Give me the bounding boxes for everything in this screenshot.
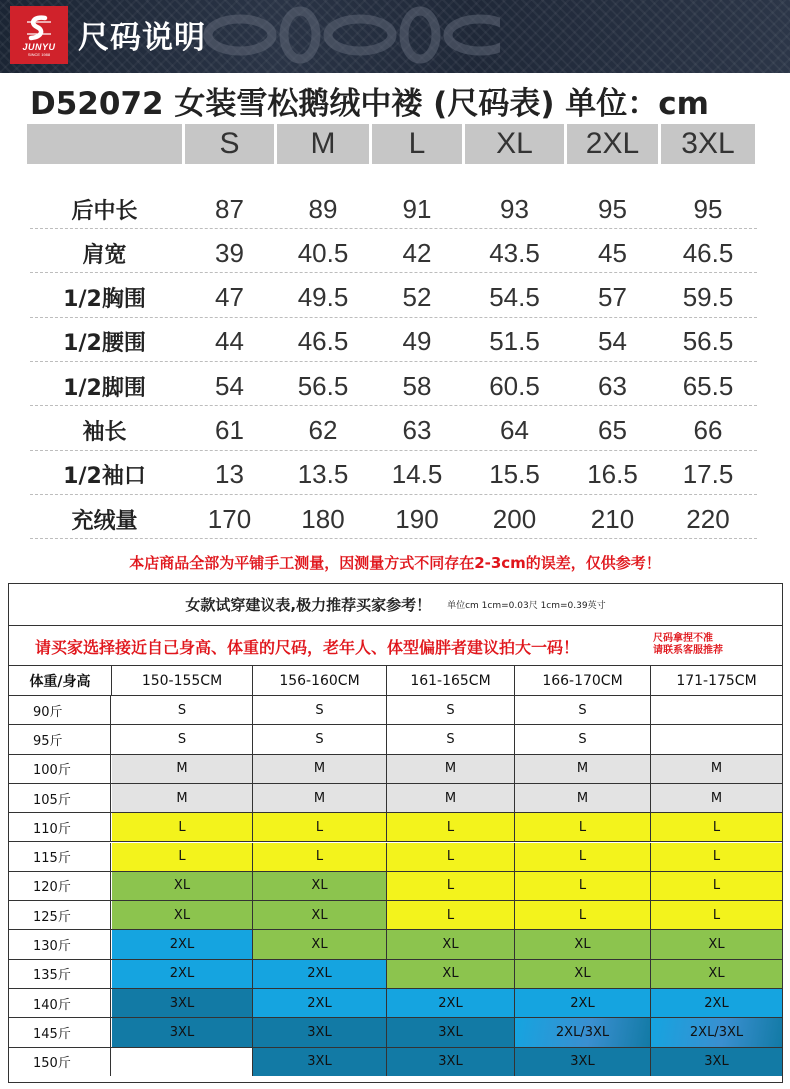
size-recommendation-cell: XL — [253, 901, 387, 929]
measurement-value: 52 — [402, 282, 432, 313]
measurement-value: 47 — [215, 282, 244, 313]
size-recommendation-cell: 2XL — [253, 960, 387, 988]
corner-header: 体重/身高 — [9, 666, 112, 695]
measurement-value: 54.5 — [489, 282, 540, 313]
measurement-value: 63 — [402, 415, 432, 445]
size-recommendation-cell: L — [253, 813, 387, 841]
recommendation-row — [9, 901, 782, 930]
weight-label: 115斤 — [9, 843, 111, 871]
advice-contact-line1: 尺码拿捏不准 — [653, 633, 713, 644]
size-recommendation-cell: S — [515, 725, 651, 753]
weight-label: 105斤 — [9, 784, 111, 812]
weight-label: 145斤 — [9, 1018, 111, 1046]
height-header-cell: 161-165CM — [387, 666, 515, 695]
weight-label: 140斤 — [9, 989, 111, 1017]
size-header-cell: 2XL — [567, 124, 658, 164]
size-header-blank — [27, 124, 182, 164]
measurement-value: 61 — [215, 415, 244, 445]
recommendation-row — [9, 960, 782, 989]
measurement-label: 1/2胸围 — [63, 287, 146, 313]
measurement-value: 16.5 — [587, 459, 638, 490]
size-recommendation-cell: XL — [253, 872, 387, 900]
size-recommendation-cell — [651, 696, 782, 724]
measurement-value: 210 — [590, 503, 635, 534]
size-recommendation-cell: M — [253, 755, 387, 783]
size-recommendation-cell: L — [515, 872, 651, 900]
size-recommendation-cell: 3XL — [112, 1018, 253, 1046]
size-recommendation-cell: S — [253, 725, 387, 753]
size-recommendation-cell: 3XL — [253, 1048, 387, 1076]
weight-label: 135斤 — [9, 960, 111, 988]
size-header-cell: XL — [465, 124, 564, 164]
size-recommendation-cell: 2XL — [253, 989, 387, 1017]
size-recommendation-cell: XL — [651, 960, 782, 988]
measurement-value: 190 — [395, 503, 439, 534]
measurement-value: 91 — [402, 193, 432, 224]
size-recommendation-cell: L — [387, 813, 515, 841]
size-recommendation-cell: L — [651, 843, 782, 871]
row-divider — [30, 228, 757, 229]
size-recommendation-cell: XL — [515, 930, 651, 958]
size-recommendation-cell: L — [651, 813, 782, 841]
measurement-value: 14.5 — [391, 459, 443, 490]
size-recommendation-cell: 2XL — [651, 989, 782, 1017]
height-header-row — [9, 666, 782, 696]
measurement-value: 58 — [402, 370, 432, 401]
advice-contact — [653, 633, 723, 657]
size-recommendation-cell: L — [253, 843, 387, 871]
size-recommendation-cell: 3XL — [253, 1018, 387, 1046]
size-header-cell: 3XL — [661, 124, 755, 164]
size-recommendation-cell: XL — [387, 930, 515, 958]
measurement-value: 93 — [500, 193, 529, 224]
size-recommendation-cell: L — [387, 901, 515, 929]
measurement-row — [27, 189, 757, 229]
size-recommendation-cell: 2XL — [387, 989, 515, 1017]
measurement-value: 42 — [402, 237, 432, 268]
size-recommendation-cell: L — [515, 901, 651, 929]
measurement-note: 本店商品全部为平铺手工测量，因测量方式不同存在2-3cm的误差，仅供参考！ — [129, 554, 661, 572]
recommendation-row — [9, 930, 782, 959]
brand-logo-icon — [24, 14, 54, 42]
size-recommendation-cell: M — [387, 784, 515, 812]
size-header-cell: S — [185, 124, 274, 164]
recommendation-row — [9, 872, 782, 901]
page-title: D52072 女装雪松鹅绒中褛 (尺码表) 单位：cm — [30, 86, 709, 122]
measurement-value: 60.5 — [489, 370, 540, 401]
size-recommendation-cell: XL — [515, 960, 651, 988]
measurement-value: 43.5 — [489, 237, 540, 268]
recommendation-row — [9, 784, 782, 813]
measurement-value: 66 — [693, 415, 723, 445]
measurement-value: 57 — [598, 282, 627, 313]
size-recommendation-cell — [112, 1048, 253, 1076]
size-recommendation-cell: 2XL — [112, 960, 253, 988]
measurement-value: 49 — [402, 326, 432, 357]
height-header-cell: 171-175CM — [676, 672, 757, 689]
size-header-row — [27, 124, 757, 164]
measurement-value: 170 — [207, 503, 252, 534]
measurement-value: 63 — [598, 370, 627, 401]
measurement-value: 65.5 — [682, 370, 734, 401]
measurement-value: 95 — [693, 193, 723, 224]
size-recommendation-cell: M — [112, 755, 253, 783]
size-recommendation-cell: XL — [112, 872, 253, 900]
row-divider — [30, 450, 757, 451]
recommendation-row — [9, 813, 782, 842]
size-recommendation-cell: S — [387, 696, 515, 724]
size-recommendation-cell: S — [253, 696, 387, 724]
measurement-value: 54 — [215, 370, 244, 401]
size-recommendation-cell: L — [515, 843, 651, 871]
size-header-cell: L — [372, 124, 462, 164]
row-divider — [30, 317, 757, 318]
header-banner — [0, 0, 790, 73]
measurement-value: 59.5 — [682, 282, 734, 313]
recommendation-row — [9, 1018, 782, 1047]
row-divider — [30, 405, 757, 406]
weight-label: 110斤 — [9, 813, 111, 841]
row-divider — [30, 361, 757, 362]
size-recommendation-cell: 2XL/3XL — [515, 1018, 651, 1046]
measurement-label: 1/2脚围 — [63, 375, 146, 401]
row-divider — [30, 538, 757, 539]
measurement-label: 充绒量 — [71, 508, 138, 534]
size-recommendation-cell: 2XL — [112, 930, 253, 958]
measurement-value: 180 — [301, 503, 345, 534]
size-recommendation-cell: L — [651, 901, 782, 929]
recommendation-row — [9, 725, 782, 754]
row-divider — [30, 272, 757, 273]
size-recommendation-cell — [651, 725, 782, 753]
chain-decoration-icon — [200, 5, 500, 65]
size-recommendation-cell: M — [651, 784, 782, 812]
weight-label: 100斤 — [9, 755, 111, 783]
weight-label: 95斤 — [9, 725, 111, 753]
size-recommendation-cell: S — [515, 696, 651, 724]
measurement-value: 200 — [492, 503, 537, 534]
measurement-value: 17.5 — [682, 459, 734, 490]
size-recommendation-cell: XL — [387, 960, 515, 988]
row-divider — [30, 494, 757, 495]
weight-label: 120斤 — [9, 872, 111, 900]
size-recommendation-cell: L — [387, 872, 515, 900]
size-recommendation-cell: 2XL/3XL — [651, 1018, 782, 1046]
recommendation-title: 女款试穿建议表,极力推荐买家参考！ — [185, 596, 432, 614]
measurement-value: 89 — [308, 193, 338, 224]
size-recommendation-cell: 3XL — [387, 1048, 515, 1076]
size-recommendation-cell: M — [651, 755, 782, 783]
recommendation-table — [8, 583, 783, 1083]
size-recommendation-cell: L — [112, 843, 253, 871]
measurement-value: 54 — [598, 326, 627, 357]
banner-title: 尺码说明 — [78, 20, 206, 56]
measurement-row — [27, 366, 757, 406]
measurement-value: 46.5 — [297, 326, 349, 357]
size-recommendation-cell: M — [515, 755, 651, 783]
size-recommendation-cell: 3XL — [651, 1048, 782, 1076]
measurement-value: 49.5 — [297, 282, 349, 313]
measurement-value: 45 — [598, 237, 627, 268]
measurement-label: 后中长 — [71, 198, 138, 224]
measurement-row — [27, 411, 757, 451]
measurement-label: 1/2袖口 — [63, 464, 146, 490]
measurement-row — [27, 499, 757, 539]
size-recommendation-cell: L — [387, 843, 515, 871]
measurement-value: 95 — [598, 193, 627, 224]
advice-contact-line2: 请联系客服推荐 — [653, 645, 723, 656]
advice-text: 请买家选择接近自己身高、体重的尺码，老年人、体型偏胖者建议拍大一码！ — [35, 638, 580, 657]
recommendation-row — [9, 843, 782, 872]
size-recommendation-cell: XL — [112, 901, 253, 929]
brand-logo — [10, 6, 68, 64]
size-recommendation-cell: S — [112, 725, 253, 753]
size-recommendation-cell: XL — [253, 930, 387, 958]
measurement-value: 40.5 — [297, 237, 349, 268]
recommendation-row — [9, 1048, 782, 1077]
measurement-value: 51.5 — [489, 326, 540, 357]
unit-note: 单位cm 1cm=0.03尺 1cm=0.39英寸 — [447, 601, 606, 611]
measurement-value: 13.5 — [297, 459, 349, 490]
measurement-value: 15.5 — [489, 459, 540, 490]
recommendation-row — [9, 696, 782, 725]
size-recommendation-cell: M — [112, 784, 253, 812]
measurement-value: 65 — [598, 415, 627, 445]
measurement-value: 44 — [215, 326, 244, 357]
measurement-value: 62 — [308, 415, 338, 445]
weight-label: 125斤 — [9, 901, 111, 929]
measurement-value: 56.5 — [297, 370, 349, 401]
measurement-value: 46.5 — [682, 237, 734, 268]
size-recommendation-cell: M — [253, 784, 387, 812]
size-recommendation-cell: 3XL — [515, 1048, 651, 1076]
recommendation-row — [9, 755, 782, 784]
weight-label: 150斤 — [9, 1048, 111, 1076]
measurement-row — [27, 455, 757, 495]
brand-name: JUNYU — [22, 41, 56, 52]
size-recommendation-cell: 2XL — [515, 989, 651, 1017]
size-recommendation-cell: M — [387, 755, 515, 783]
measurement-label: 肩宽 — [82, 242, 127, 268]
weight-label: 90斤 — [9, 696, 111, 724]
size-recommendation-cell: S — [387, 725, 515, 753]
measurement-row — [27, 278, 757, 318]
size-header-cell: M — [277, 124, 369, 164]
weight-label: 130斤 — [9, 930, 111, 958]
height-header-cell: 166-170CM — [515, 666, 651, 695]
size-recommendation-cell: L — [515, 813, 651, 841]
measurement-value: 220 — [686, 503, 730, 534]
size-recommendation-cell: L — [112, 813, 253, 841]
size-recommendation-cell: XL — [651, 930, 782, 958]
size-recommendation-cell: S — [112, 696, 253, 724]
recommendation-title-row — [9, 584, 782, 626]
recommendation-row — [9, 989, 782, 1018]
size-recommendation-cell: M — [515, 784, 651, 812]
size-recommendation-cell: 3XL — [112, 989, 253, 1017]
measurement-value: 13 — [215, 459, 244, 490]
height-header-cell: 150-155CM — [112, 666, 253, 695]
measurement-label: 1/2腰围 — [63, 331, 146, 357]
measurement-value: 64 — [500, 415, 529, 445]
measurement-value: 87 — [215, 193, 244, 224]
size-recommendation-cell: L — [651, 872, 782, 900]
size-recommendation-cell: 3XL — [387, 1018, 515, 1046]
height-header-cell: 156-160CM — [253, 666, 387, 695]
measurement-value: 39 — [215, 237, 244, 268]
recommendation-advice-row — [9, 626, 782, 666]
brand-since: SINCE 1988 — [27, 51, 51, 57]
measurement-label: 袖长 — [82, 420, 127, 445]
measurement-row — [27, 322, 757, 362]
measurement-row — [27, 233, 757, 273]
measurement-value: 56.5 — [682, 326, 734, 357]
